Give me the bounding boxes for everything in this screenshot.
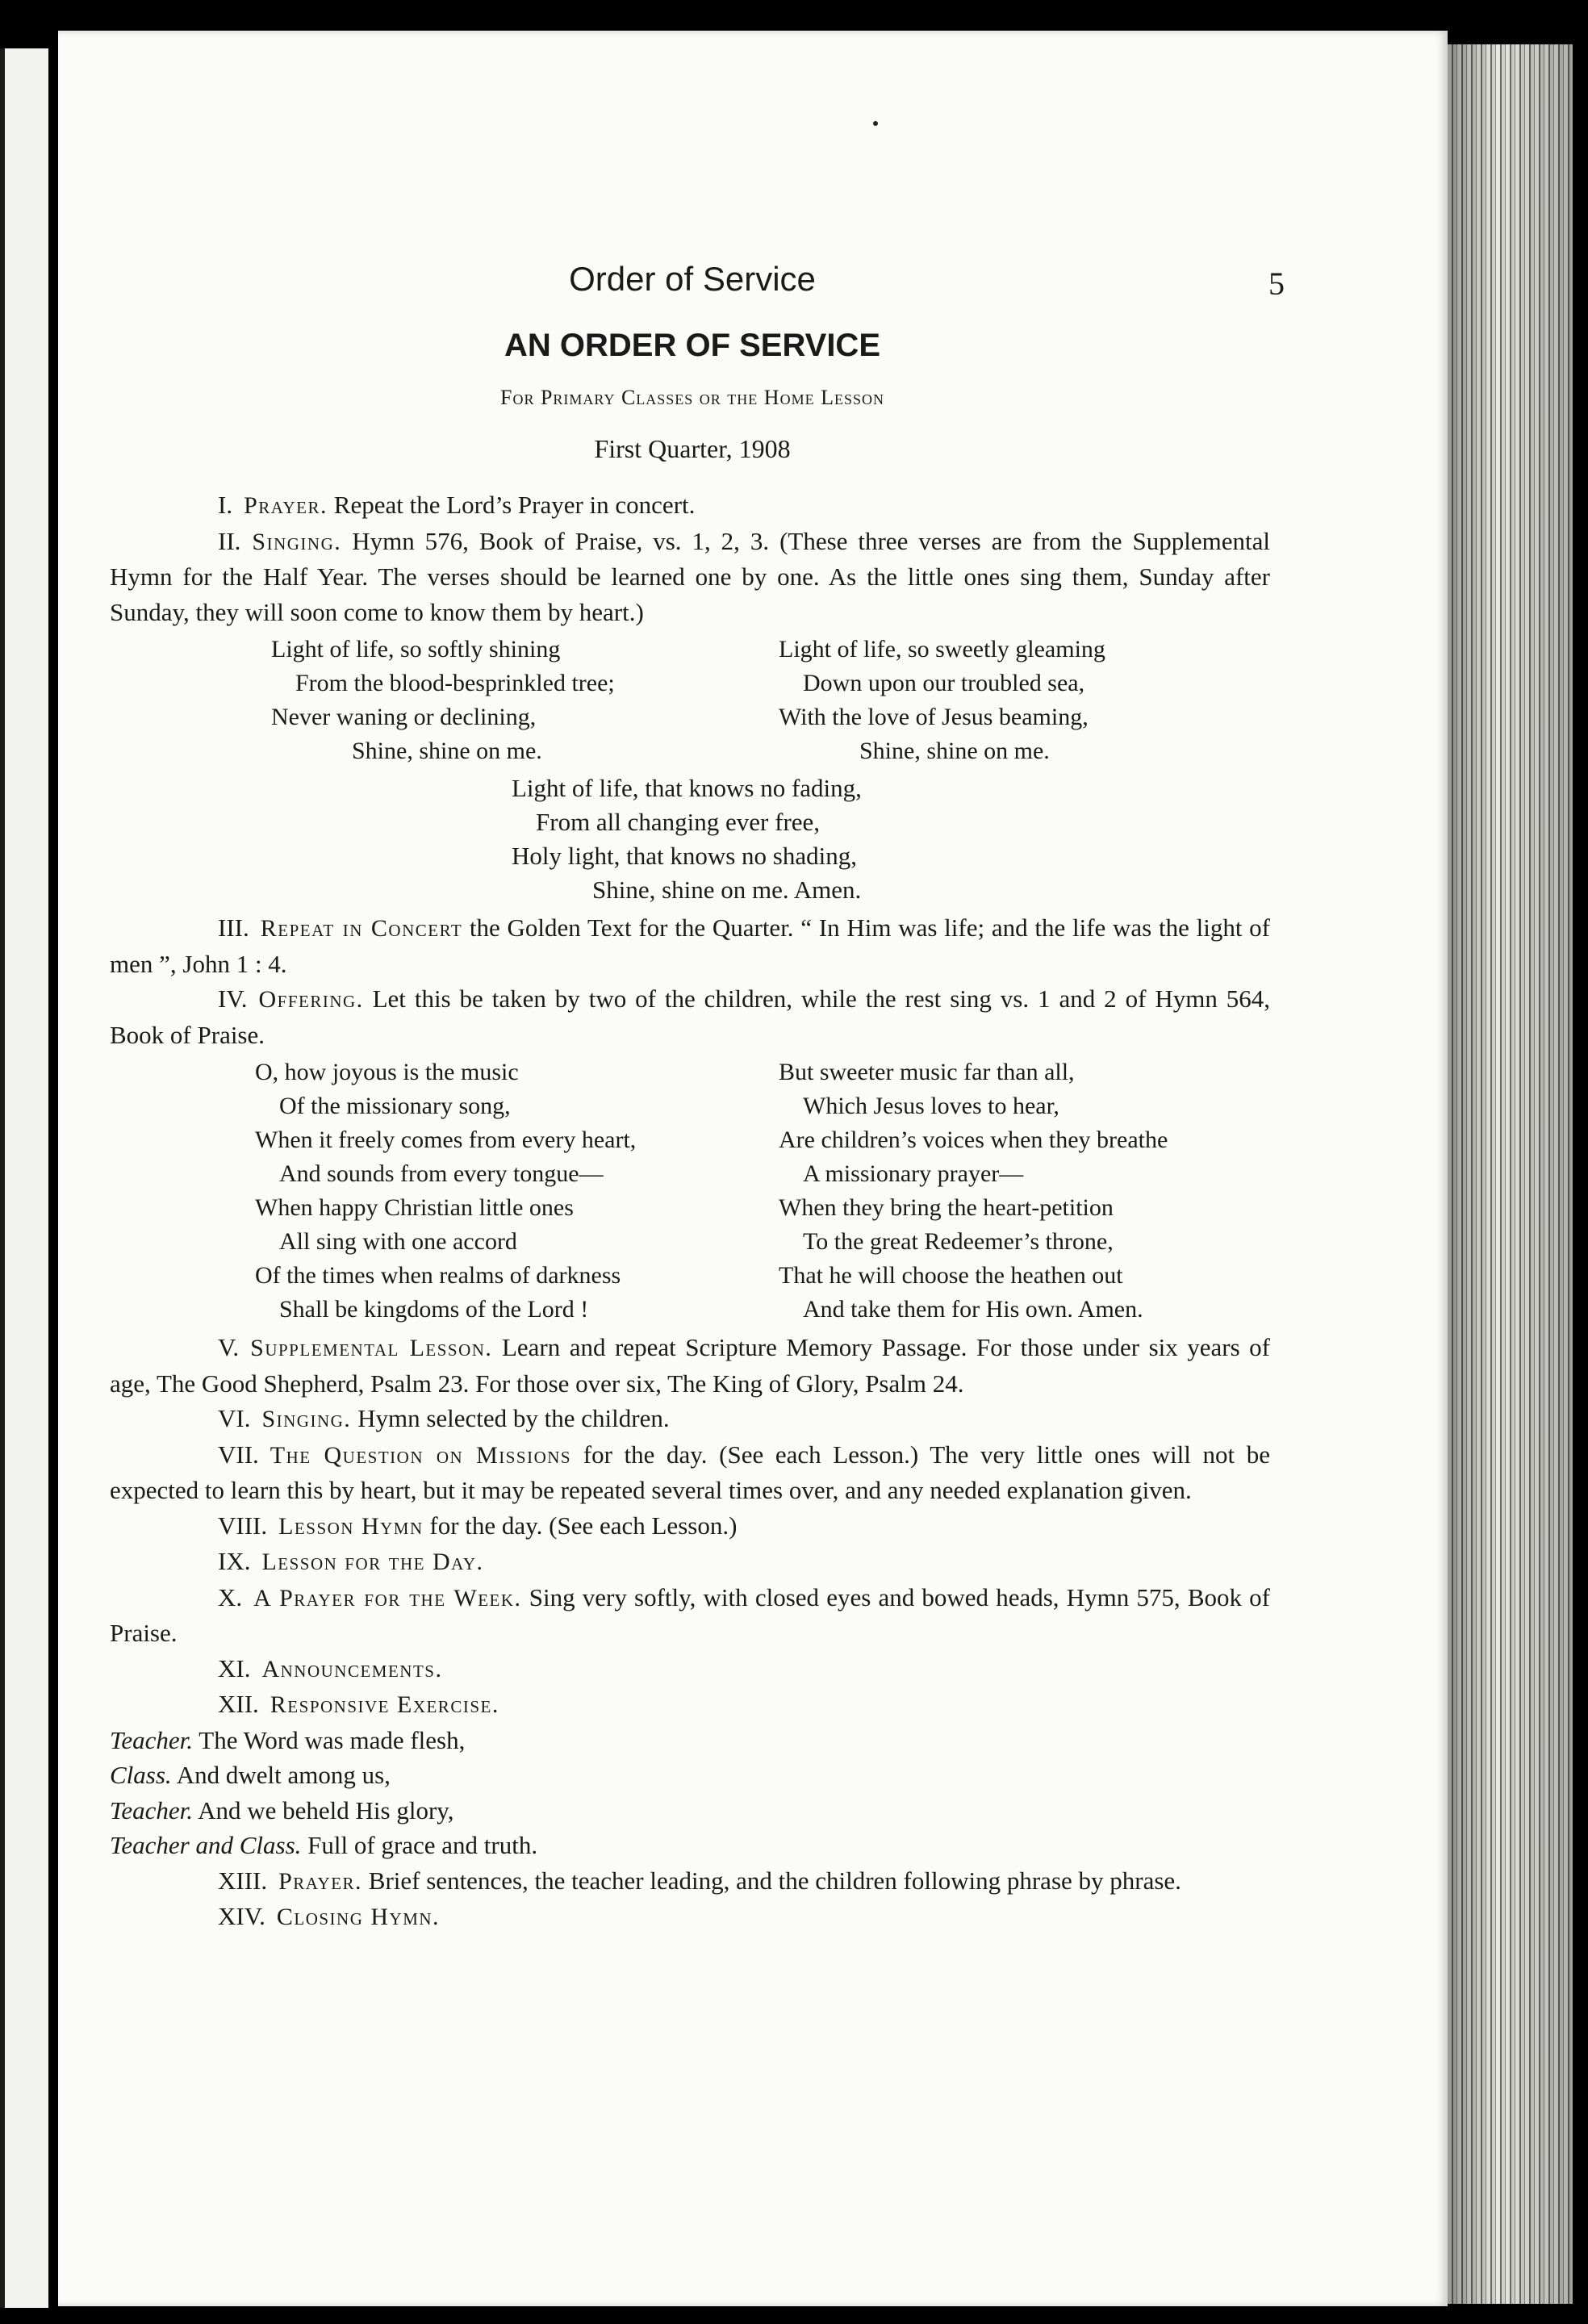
item-xiv: XIV. Closing Hymn. bbox=[218, 1902, 441, 1930]
item-xiii: XIII. Prayer. Brief sentences, the teacher leading, and the children following phrase by phrase. bbox=[218, 1866, 1181, 1895]
hymn-564-verses bbox=[110, 1055, 1270, 1327]
item-i: I. Prayer. Repeat the Lord’s Prayer in concert. bbox=[218, 491, 696, 519]
hymn-576-verse-3: Light of life, that knows no fading, From all changing ever free, Holy light, that knows no shading, Shine, shine on me. Amen. bbox=[512, 774, 862, 904]
running-title: Order of Service bbox=[569, 260, 816, 298]
order-of-service-body bbox=[110, 487, 1271, 1935]
hymn-576-verse-2: Light of life, so sweetly gleaming Down upon our troubled sea, With the love of Jesus beaming, Shine, shine on me. bbox=[779, 636, 1105, 764]
responsive-line: Class. And dwelt among us, bbox=[110, 1761, 391, 1789]
hymn-564-verse-2: But sweeter music far than all, Which Jesus loves to hear, Are children’s voices when they breathe A missionary prayer— When they bring the heart-petition To the great Redeemer’s throne, That he will choose the heathen out And take them for His own. Amen. bbox=[779, 1059, 1168, 1323]
ink-speck bbox=[873, 121, 878, 126]
item-x: X. A Prayer for the Week. Sing very softly, with closed eyes and bowed heads, Hymn 575, Book of Praise. bbox=[110, 1582, 1270, 1647]
page-title: AN ORDER OF SERVICE bbox=[504, 328, 880, 363]
item-viii: VIII. Lesson Hymn for the day. (See each Lesson.) bbox=[218, 1511, 738, 1540]
responsive-line: Teacher. The Word was made flesh, bbox=[110, 1725, 466, 1754]
responsive-line: Teacher and Class. Full of grace and truth. bbox=[110, 1831, 538, 1859]
item-xi: XI. Announcements. bbox=[218, 1653, 443, 1682]
running-head bbox=[111, 260, 1285, 308]
quarter-date: First Quarter, 1908 bbox=[594, 434, 791, 463]
responsive-exercise bbox=[110, 1723, 1270, 1863]
facing-page-edge bbox=[0, 48, 48, 2308]
item-vii: VII. The Question on Missions for the day. (See each Lesson.) The very little ones will not be expected to learn this by heart, but it may be repeated several times over, and any needed explanation given. bbox=[110, 1440, 1271, 1504]
hymn-576-verse-1: Light of life, so softly shining From the blood-besprinkled tree; Never waning or declining, Shine, shine on me. bbox=[271, 636, 615, 764]
page-fore-edge bbox=[1448, 44, 1573, 2304]
hymn-576-verses bbox=[110, 633, 1270, 768]
hymn-564-verse-1: O, how joyous is the music Of the missionary song, When it freely comes from every heart, And sounds from every tongue— When happy Christian little ones All sing with one accord Of the times when realms of darkness Shall be kingdoms of the Lord ! bbox=[255, 1059, 637, 1323]
item-iv: IV. Offering. Let this be taken by two of the children, while the rest sing vs. 1 and 2 of Hymn 564, Book of Praise. bbox=[110, 984, 1271, 1049]
responsive-line: Teacher. And we beheld His glory, bbox=[110, 1795, 454, 1825]
item-v: V. Supplemental Lesson. Learn and repeat Scripture Memory Passage. For those under six years of age, The Good Shepherd, Psalm 23. For those over six, The King of Glory, Psalm 24. bbox=[110, 1333, 1271, 1398]
item-xii: XII. Responsive Exercise. bbox=[218, 1690, 499, 1718]
page-number: 5 bbox=[1268, 265, 1285, 302]
item-vi: VI. Singing. Hymn selected by the children. bbox=[218, 1404, 670, 1432]
item-ix: IX. Lesson for the Day. bbox=[218, 1547, 484, 1575]
item-ii: II. Singing. Hymn 576, Book of Praise, vs. 1, 2, 3. (These three verses are from the Supplemental Hymn for the Half Year. The verses should be learned one by one. As the little ones sing them, Sunday after Sunday, they will soon come to know them by heart.) bbox=[110, 526, 1270, 626]
page-subtitle: For Primary Classes or the Home Lesson bbox=[500, 386, 884, 409]
item-iii: III. Repeat in Concert the Golden Text for the Quarter. “ In Him was life; and the life was the light of men ”, John 1 : 4. bbox=[110, 913, 1270, 978]
